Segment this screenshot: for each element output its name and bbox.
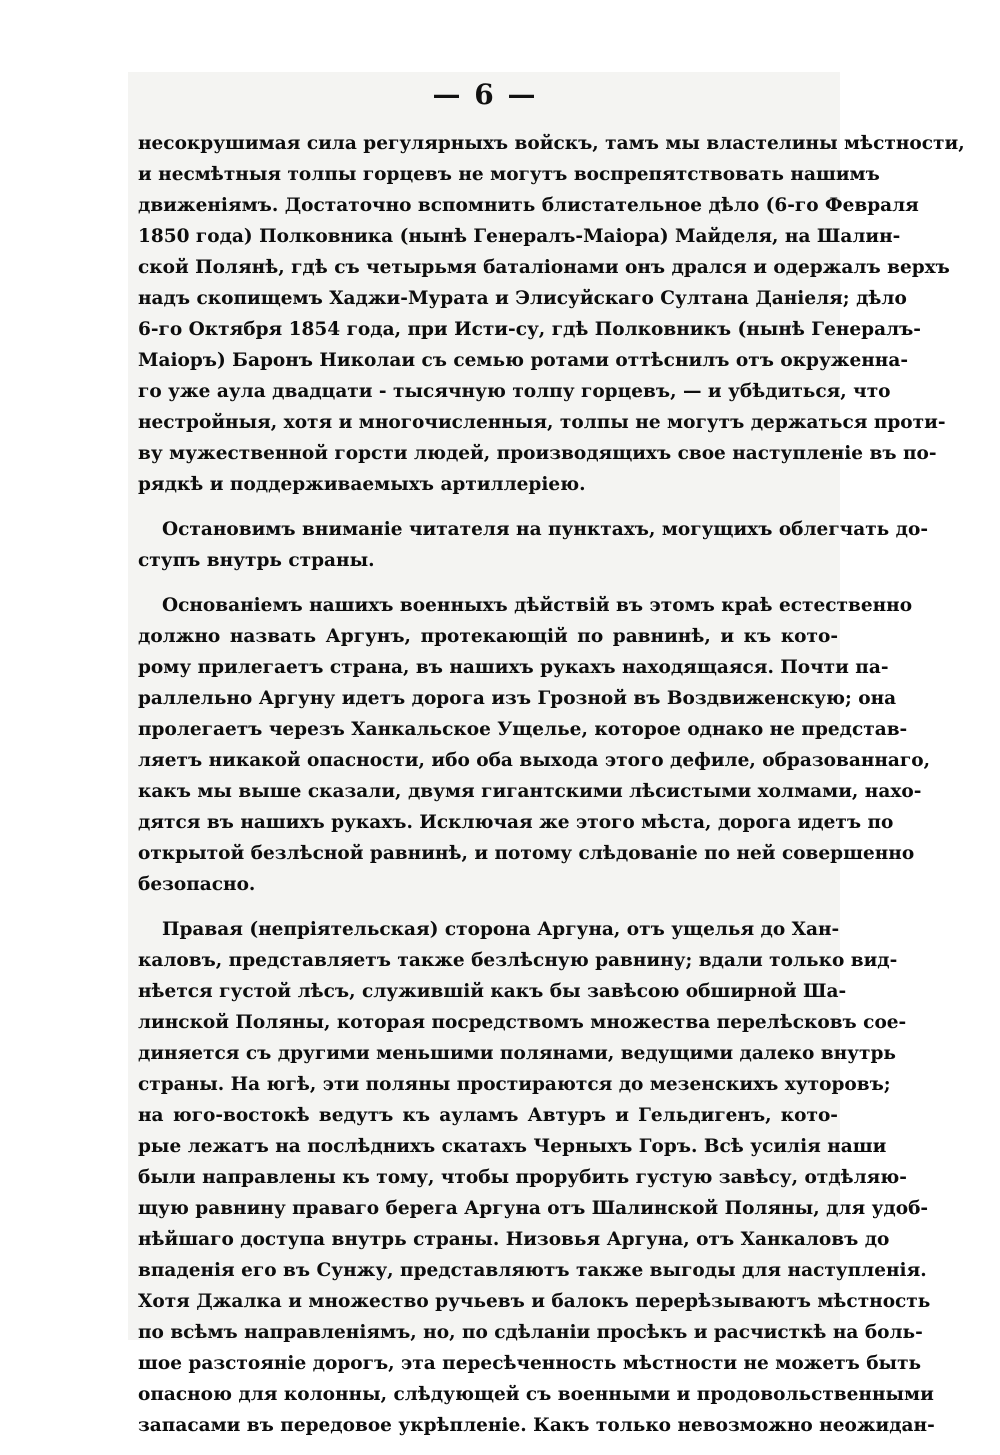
text-line: ву мужественной горсти людей, производящихъ свое наступленіе въ по- xyxy=(138,443,937,464)
text-line: раллельно Аргуну идетъ дорога изъ Грозной въ Воздвиженскую; она xyxy=(138,688,897,709)
text-line: го уже аула двадцати - тысячную толпу горцевъ, — и убѣдиться, что xyxy=(138,381,891,402)
text-line: какъ мы выше сказали, двумя гигантскими лѣсистыми холмами, нахо- xyxy=(138,781,922,802)
text-line: каловъ, представляетъ также безлѣсную равнину; вдали только вид- xyxy=(138,950,898,971)
text-line: Остановимъ вниманіе читателя на пунктахъ, могущихъ облегчать до- xyxy=(162,519,928,540)
text-line: щую равнину праваго берега Аргуна отъ Шалинской Поляны, для удоб- xyxy=(138,1198,929,1219)
text-line: нѣется густой лѣсъ, служившій какъ бы завѣсою обширной Ша- xyxy=(138,981,847,1002)
page-number: — 6 — xyxy=(432,78,538,111)
text-line: надъ скопищемъ Хаджи-Мурата и Элисуйскаго Султана Даніеля; дѣло xyxy=(138,288,907,309)
text-line: нѣйшаго доступа внутрь страны. Низовья Аргуна, отъ Ханкаловъ до xyxy=(138,1229,890,1250)
text-line: должно назвать Аргунъ, протекающій по равнинѣ, и къ кото- xyxy=(138,626,838,647)
text-line: рые лежатъ на послѣднихъ скатахъ Черныхъ Горъ. Всѣ усилія наши xyxy=(138,1136,887,1157)
text-line: Правая (непріятельская) сторона Аргуна, отъ ущелья до Хан- xyxy=(162,919,840,940)
text-line: дятся въ нашихъ рукахъ. Исключая же этого мѣста, дорога идетъ по xyxy=(138,812,894,833)
text-line: страны. На югѣ, эти поляны простираются до мезенскихъ хуторовъ; xyxy=(138,1074,891,1095)
text-line: на юго-востокѣ ведутъ къ ауламъ Автуръ и Гельдигенъ, кото- xyxy=(138,1105,838,1126)
text-line: были направлены къ тому, чтобы прорубить густую завѣсу, отдѣляю- xyxy=(138,1167,907,1188)
text-line: несокрушимая сила регулярныхъ войскъ, тамъ мы властелины мѣстности, xyxy=(138,133,965,154)
text-line: ской Полянѣ, гдѣ съ четырьмя баталіонами онъ дрался и одержалъ верхъ xyxy=(138,257,950,278)
text-line: движеніямъ. Достаточно вспомнить блистательное дѣло (6-го Февраля xyxy=(138,195,919,216)
text-line: 1850 года) Полковника (нынѣ Генералъ-Маіора) Майделя, на Шалин- xyxy=(138,226,901,247)
text-line: ляетъ никакой опасности, ибо оба выхода этого дефиле, образованнаго, xyxy=(138,750,931,771)
body-text xyxy=(138,128,965,1455)
text-line: впаденія его въ Сунжу, представляютъ также выгоды для наступленія. xyxy=(138,1260,927,1281)
text-line: шое разстояніе дорогъ, эта пересѣченность мѣстности не можетъ быть xyxy=(138,1353,922,1374)
text-line: и несмѣтныя толпы горцевъ не могутъ воспрепятствовать нашимъ xyxy=(138,164,880,185)
text-line: рому прилегаетъ страна, въ нашихъ рукахъ находящаяся. Почти па- xyxy=(138,657,889,678)
text-line: диняется съ другими меньшими полянами, ведущими далеко внутрь xyxy=(138,1043,896,1064)
text-line: нестройныя, хотя и многочисленныя, толпы не могутъ держаться проти- xyxy=(138,412,946,433)
text-line: Основаніемъ нашихъ военныхъ дѣйствій въ этомъ краѣ естественно xyxy=(162,595,913,616)
text-line: ступъ внутрь страны. xyxy=(138,550,375,571)
text-line: линской Поляны, которая посредствомъ множества перелѣсковъ сое- xyxy=(138,1012,907,1033)
text-line: рядкѣ и поддерживаемыхъ артиллеріею. xyxy=(138,474,586,495)
text-line: запасами въ передовое укрѣпленіе. Какъ только невозможно неожидан- xyxy=(138,1415,935,1436)
text-line: Маіоръ) Баронъ Николаи съ семью ротами оттѣснилъ отъ окруженна- xyxy=(138,350,908,371)
text-line: пролегаетъ черезъ Ханкальское Ущелье, которое однако не представ- xyxy=(138,719,908,740)
text-line: 6-го Октября 1854 года, при Исти-су, гдѣ Полковникъ (нынѣ Генералъ- xyxy=(138,319,921,340)
text-line: опасною для колонны, слѣдующей съ военными и продовольственными xyxy=(138,1384,934,1405)
text-line: открытой безлѣсной равнинѣ, и потому слѣдованіе по ней совершенно xyxy=(138,843,915,864)
text-line: безопасно. xyxy=(138,874,256,895)
paragraph xyxy=(138,514,928,576)
text-line: Хотя Джалка и множество ручьевъ и балокъ перерѣзываютъ мѣстность xyxy=(138,1291,931,1312)
text-line: по всѣмъ направленіямъ, но, по сдѣланіи просѣкъ и расчисткѣ на боль- xyxy=(138,1322,923,1343)
paragraph xyxy=(138,128,965,500)
paragraph xyxy=(138,590,931,900)
paragraph xyxy=(138,914,935,1441)
